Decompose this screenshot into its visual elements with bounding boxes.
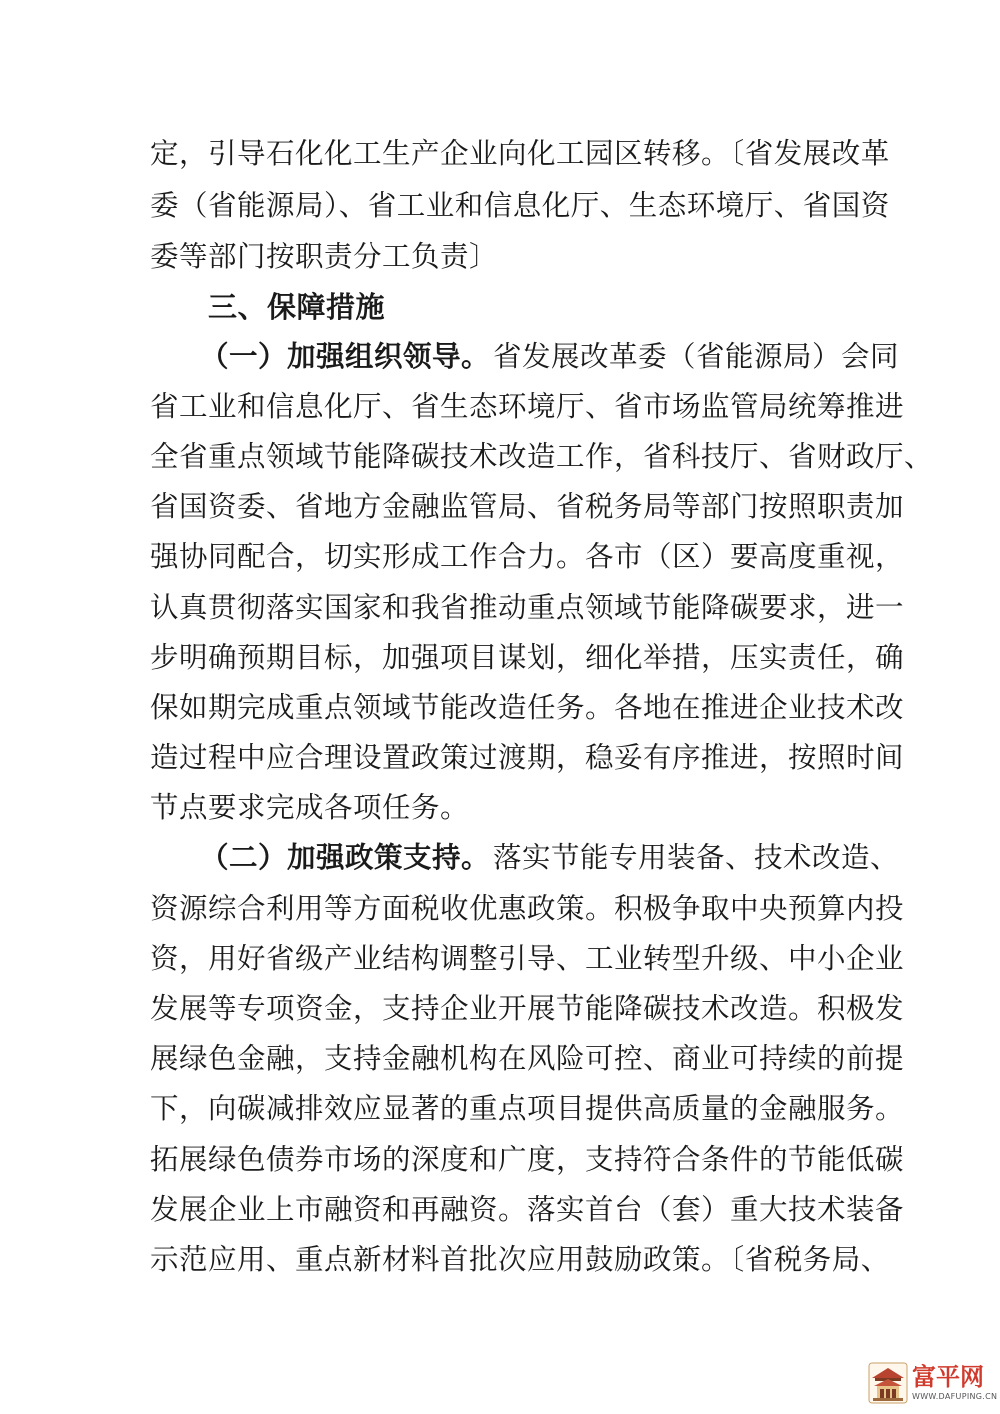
text-line-content: 落实节能专用装备、技术改造、 — [493, 841, 900, 874]
text-line-content: 省发展改革委（省能源局）会同 — [493, 340, 900, 373]
text-line-content: 认真贯彻落实国家和我省推动重点领域节能降碳要求，进一 — [150, 591, 905, 624]
site-watermark — [868, 1362, 998, 1406]
text-line — [0, 530, 1000, 584]
text-line — [0, 1082, 1000, 1136]
text-line-content: 定，引导石化化工生产企业向化工园区转移。〔省发展改革 — [150, 137, 890, 170]
text-line-content: 示范应用、重点新材料首批次应用鼓励政策。〔省税务局、 — [150, 1243, 890, 1276]
text-line — [0, 932, 1000, 986]
text-line — [0, 380, 1000, 434]
text-line — [0, 1233, 1000, 1287]
text-line — [0, 681, 1000, 735]
text-line — [0, 581, 1000, 635]
text-line — [0, 882, 1000, 936]
section-heading-text: 三、保障措施 — [208, 290, 386, 324]
text-line — [0, 831, 1000, 885]
text-line-content: 展绿色金融，支持金融机构在风险可控、商业可持续的前提 — [150, 1042, 905, 1075]
text-line — [0, 631, 1000, 685]
text-line-content: 发展等专项资金，支持企业开展节能降碳技术改造。积极发 — [150, 992, 905, 1025]
text-line-content: 资，用好省级产业结构调整引导、工业转型升级、中小企业 — [150, 942, 905, 975]
text-line-content: 造过程中应合理设置政策过渡期，稳妥有序推进，按照时间 — [150, 741, 905, 774]
section-heading — [0, 280, 1000, 334]
text-line-content: 步明确预期目标，加强项目谋划，细化举措，压实责任，确 — [150, 641, 905, 674]
text-line-content: 资源综合利用等方面税收优惠政策。积极争取中央预算内投 — [150, 892, 905, 925]
text-line-content: 保如期完成重点领域节能改造任务。各地在推进企业技术改 — [150, 691, 905, 724]
text-line-content: 拓展绿色债券市场的深度和广度，支持符合条件的节能低碳 — [150, 1143, 905, 1176]
text-line-content: 全省重点领域节能降碳技术改造工作，省科技厅、省财政厅、 — [150, 440, 934, 473]
text-line-content: 下，向碳减排效应显著的重点项目提供高质量的金融服务。 — [150, 1092, 905, 1125]
text-line — [0, 127, 1000, 181]
subsection-title: （一）加强组织领导。 — [200, 340, 491, 373]
pavilion-logo-icon — [868, 1362, 908, 1404]
text-line-content: 省工业和信息化厅、省生态环境厅、省市场监管局统筹推进 — [150, 390, 905, 423]
text-line-content: 节点要求完成各项任务。 — [150, 791, 470, 824]
text-line — [0, 982, 1000, 1036]
text-line — [0, 179, 1000, 233]
text-line — [0, 330, 1000, 384]
text-line — [0, 731, 1000, 785]
text-line-content: 委（省能源局）、省工业和信息化厅、生态环境厅、省国资 — [150, 189, 890, 222]
text-line-content: 委等部门按职责分工负责〕 — [150, 240, 499, 273]
text-line — [0, 480, 1000, 534]
text-line — [0, 1032, 1000, 1086]
text-line-content: 强协同配合，切实形成工作合力。各市（区）要高度重视， — [150, 540, 905, 573]
text-line — [0, 1183, 1000, 1237]
watermark-title: 富平网 — [912, 1363, 984, 1391]
text-line — [0, 430, 1000, 484]
text-line — [0, 1133, 1000, 1187]
watermark-url: WWW.DAFUPING.CN — [912, 1392, 998, 1401]
subsection-title: （二）加强政策支持。 — [200, 841, 491, 874]
text-line — [0, 230, 1000, 284]
text-line-content: 发展企业上市融资和再融资。落实首台（套）重大技术装备 — [150, 1193, 905, 1226]
text-line — [0, 781, 1000, 835]
text-line-content: 省国资委、省地方金融监管局、省税务局等部门按照职责加 — [150, 490, 905, 523]
